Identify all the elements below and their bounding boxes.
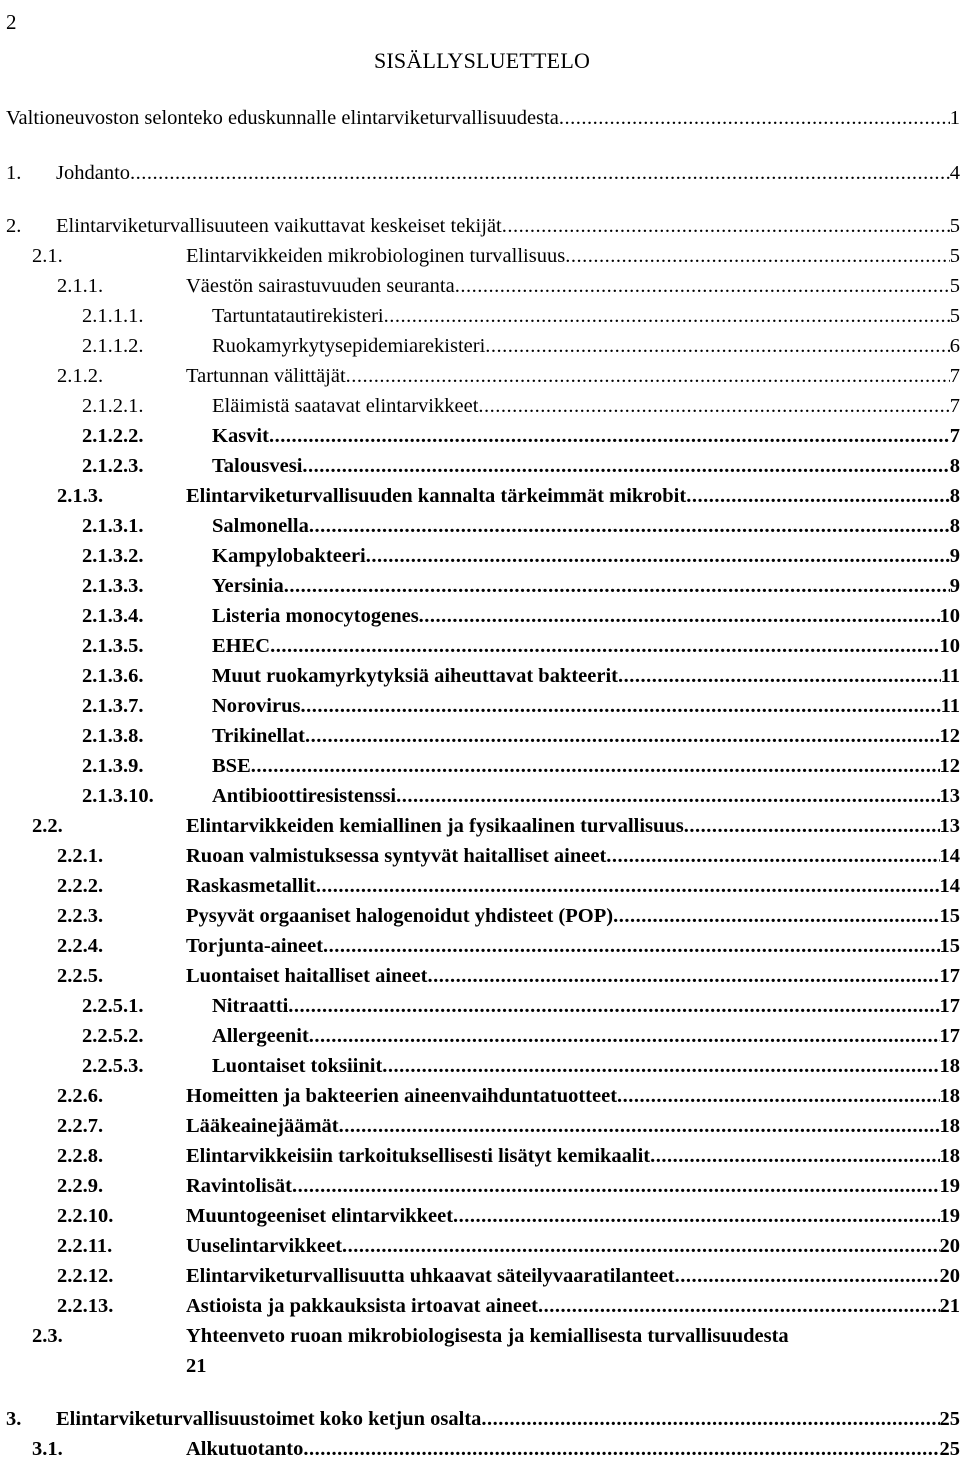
toc-dot-leader [538,1294,940,1318]
toc-entry-page: 12 [940,724,960,748]
toc-entry-title: EHEC [212,634,270,658]
toc-entry-number: 2.2.5.3. [82,1054,212,1078]
toc-entry-title: Elintarviketurvallisuuteen vaikuttavat keskeiset tekijät [56,214,502,238]
toc-entry [82,724,960,748]
toc-entry-title: Talousvesi [212,454,302,478]
toc-entry-number: 2.2.9. [57,1174,186,1198]
toc-dot-leader [300,694,940,718]
toc-entry [6,161,960,185]
toc-dot-leader [251,754,940,778]
toc-entry [32,1324,960,1348]
toc-entry-title: Kampylobakteeri [212,544,366,568]
toc-dot-leader [396,784,939,808]
toc-dot-leader [565,244,950,268]
toc-entry-number: 2.3. [32,1324,186,1348]
toc-entry-number: 2.2.2. [57,874,186,898]
toc-dot-leader [427,964,939,988]
toc-dot-leader [284,574,950,598]
toc-entry-number: 2.1.3.10. [82,784,212,808]
toc-entry-title: Elintarviketurvallisuuden kannalta tärkeimmät mikrobit [186,484,686,508]
toc-entry-title: Ruoan valmistuksessa syntyvät haitalliset aineet [186,844,606,868]
toc-entry-title: Antibioottiresistenssi [212,784,396,808]
toc-entry-number: 2.2.5.2. [82,1024,212,1048]
toc-entry-number: 2.1.2.3. [82,454,212,478]
toc-entry-page: 19 [940,1204,960,1228]
toc-entry [82,514,960,538]
toc-entry-page: 8 [950,484,960,508]
toc-entry-number: 2.2.10. [57,1204,186,1228]
toc-entry-number: 2.1.1.1. [82,304,212,328]
toc-entry-page: 14 [940,844,960,868]
toc-entry-number: 2.1.3.2. [82,544,212,568]
toc-dot-leader [502,214,950,238]
toc-entry-page: 21 [186,1354,207,1378]
toc-entry-title: Pysyvät orgaaniset halogenoidut yhdisteet (POP) [186,904,613,928]
toc-entry-number: 2.1.2.2. [82,424,212,448]
toc-entry-title: Väestön sairastuvuuden seuranta [186,274,455,298]
toc-dot-leader [481,1407,939,1431]
toc-dot-leader [455,274,950,298]
toc-entry-title: BSE [212,754,251,778]
toc-entry-page: 18 [940,1114,960,1138]
toc-entry-title: Trikinellat [212,724,305,748]
toc-entry-page: 18 [940,1054,960,1078]
toc-entry-title: Luontaiset haitalliset aineet [186,964,427,988]
toc-entry [57,934,960,958]
toc-entry-title: Salmonella [212,514,309,538]
toc-entry-number: 2.1.3.7. [82,694,212,718]
toc-entry [82,694,960,718]
toc-entry-title: Alkutuotanto [186,1437,303,1461]
toc-entry-number: 2.2.7. [57,1114,186,1138]
toc-entry-title: Tartuntatautirekisteri [212,304,384,328]
toc-entry [82,634,960,658]
toc-entry [82,754,960,778]
toc-entry [82,394,960,418]
toc-entry [82,604,960,628]
toc-entry-number: 2.1. [32,244,186,268]
toc-entry-page: 8 [950,514,960,538]
toc-entry-title: Johdanto [56,161,130,185]
toc-entry-number: 2.2.11. [57,1234,186,1258]
toc-entry [57,964,960,988]
toc-entry-number: 2.2.12. [57,1264,186,1288]
toc-entry [57,274,960,298]
toc-dot-leader [419,604,940,628]
toc-entry-title: Raskasmetallit [186,874,316,898]
toc-entry-number: 3. [6,1407,56,1431]
toc-dot-leader [686,484,950,508]
toc-entry-page: 5 [950,214,960,238]
toc-entry-page: 15 [940,904,960,928]
toc-dot-leader [323,934,939,958]
toc-entry-title: Uuselintarvikkeet [186,1234,342,1258]
toc-dot-leader [384,304,950,328]
toc-entry-title: Elintarviketurvallisuutta uhkaavat säteilyvaaratilanteet [186,1264,675,1288]
toc-entry-title: Norovirus [212,694,300,718]
toc-entry-page: 20 [940,1234,960,1258]
toc-entry-number: 2.1.3.5. [82,634,212,658]
toc-dot-leader [382,1054,939,1078]
toc-entry [32,1437,960,1461]
toc-entry-title: Torjunta-aineet [186,934,323,958]
toc-entry-title: Listeria monocytogenes [212,604,419,628]
toc-entry [57,1084,960,1108]
toc-dot-leader [453,1204,939,1228]
page-number: 2 [6,10,17,34]
toc-dot-leader [292,1174,940,1198]
toc-dot-leader [485,334,949,358]
toc-entry [32,814,960,838]
toc-entry-page: 8 [950,454,960,478]
toc-entry-page: 4 [950,161,960,185]
toc-dot-leader [606,844,939,868]
toc-entry [57,1264,960,1288]
toc-entry [57,364,960,388]
toc-entry [82,304,960,328]
toc-entry-number: 2.2.5.1. [82,994,212,1018]
toc-dot-leader [316,874,940,898]
toc-entry-title: Muut ruokamyrkytyksiä aiheuttavat bakteerit [212,664,618,688]
toc-entry [82,544,960,568]
toc-entry-number: 2.1.2.1. [82,394,212,418]
toc-entry-number: 2.1.3.1. [82,514,212,538]
toc-entry-page: 6 [950,334,960,358]
toc-dot-leader [618,664,941,688]
toc-entry-number: 2.2.1. [57,844,186,868]
toc-entry-number: 2.2.13. [57,1294,186,1318]
toc-entry [57,844,960,868]
toc-dot-leader [270,634,939,658]
toc-dot-leader [478,394,949,418]
toc-entry-page: 10 [940,634,960,658]
toc-entry-page: 1 [950,106,960,130]
toc-entry-title: Muuntogeeniset elintarvikkeet [186,1204,453,1228]
toc-dot-leader [559,106,950,130]
toc-entry-number: 2.2.4. [57,934,186,958]
toc-entry-number: 2.2.3. [57,904,186,928]
toc-entry-page: 10 [940,604,960,628]
toc-entry-title: Yersinia [212,574,284,598]
toc-entry-page: 7 [950,424,960,448]
toc-dot-leader [339,1114,940,1138]
toc-entry-page: 5 [950,274,960,298]
toc-entry [6,106,960,130]
toc-entry-number: 2.1.1. [57,274,186,298]
toc-entry-number: 2.1.3. [57,484,186,508]
toc-entry-number: 2.2.6. [57,1084,186,1108]
toc-entry-page: 11 [941,664,960,688]
toc-entry-title: Yhteenveto ruoan mikrobiologisesta ja kemiallisesta turvallisuudesta [186,1324,789,1348]
toc-dot-leader [303,1437,939,1461]
toc-dot-leader [269,424,950,448]
toc-entry [6,1407,960,1431]
toc-entry-page: 17 [940,1024,960,1048]
toc-entry-page: 20 [940,1264,960,1288]
toc-entry-title: Eläimistä saatavat elintarvikkeet [212,394,478,418]
toc-entry-title: Luontaiset toksiinit [212,1054,382,1078]
toc-entry [57,484,960,508]
toc-dot-leader [309,514,950,538]
toc-entry-number: 2.1.3.3. [82,574,212,598]
toc-entry-page: 13 [940,784,960,808]
toc-entry-page: 7 [950,364,960,388]
toc-entry-title: Ravintolisät [186,1174,292,1198]
toc-dot-leader [346,364,950,388]
toc-entry-page: 25 [940,1437,960,1461]
toc-dot-leader [305,724,939,748]
toc-entry-title: Homeitten ja bakteerien aineenvaihduntatuotteet [186,1084,617,1108]
toc-entry [32,244,960,268]
toc-entry [82,1024,960,1048]
toc-entry [82,334,960,358]
toc-entry-title: Ruokamyrkytysepidemiarekisteri [212,334,485,358]
toc-dot-leader [613,904,939,928]
toc-entry-title: Astioista ja pakkauksista irtoavat aineet [186,1294,538,1318]
toc-entry-number: 2.1.1.2. [82,334,212,358]
toc-entry-page: 5 [950,304,960,328]
toc-entry [57,1114,960,1138]
toc-entry-title: Tartunnan välittäjät [186,364,346,388]
toc-entry-number: 2.2.8. [57,1144,186,1168]
toc-entry-number: 2. [6,214,56,238]
toc-dot-leader [309,1024,940,1048]
toc-entry-title: Elintarvikkeisiin tarkoituksellisesti lisätyt kemikaalit [186,1144,650,1168]
toc-entry-number: 2.1.2. [57,364,186,388]
toc-entry-title: Elintarvikkeiden kemiallinen ja fysikaalinen turvallisuus [186,814,684,838]
toc-entry-title: Allergeenit [212,1024,309,1048]
toc-entry-page: 18 [940,1084,960,1108]
toc-entry-number: 2.1.3.4. [82,604,212,628]
toc-entry-title: Kasvit [212,424,269,448]
toc-entry-title: Nitraatti [212,994,288,1018]
toc-entry [82,574,960,598]
toc-entry-number: 2.1.3.6. [82,664,212,688]
toc-entry-number: 2.1.3.8. [82,724,212,748]
toc-entry-page: 9 [950,544,960,568]
toc-entry-page: 19 [940,1174,960,1198]
toc-entry-title: Valtioneuvoston selonteko eduskunnalle elintarviketurvallisuudesta [6,106,559,130]
toc-dot-leader [130,161,950,185]
toc-entry [82,424,960,448]
toc-entry [57,1144,960,1168]
toc-dot-leader [617,1084,939,1108]
toc-entry [82,994,960,1018]
toc-entry-page: 5 [950,244,960,268]
toc-entry [57,1174,960,1198]
toc-dot-leader [684,814,940,838]
toc-entry-page: 9 [950,574,960,598]
toc-entry-page: 11 [941,694,960,718]
toc-entry-page: 17 [940,994,960,1018]
toc-entry-page: 7 [950,394,960,418]
toc-entry-page: 12 [940,754,960,778]
toc-entry-number: 1. [6,161,56,185]
toc-entry-page: 15 [940,934,960,958]
toc-entry-title: Elintarviketurvallisuustoimet koko ketjun osalta [56,1407,481,1431]
toc-entry-page: 13 [940,814,960,838]
toc-entry [57,1234,960,1258]
toc-dot-leader [288,994,939,1018]
toc-entry [57,1294,960,1318]
toc-entry-number: 3.1. [32,1437,186,1461]
toc-entry-number: 2.2.5. [57,964,186,988]
toc-dot-leader [650,1144,939,1168]
toc-entry [82,664,960,688]
toc-entry-page: 17 [940,964,960,988]
toc-entry [57,1204,960,1228]
toc-entry-page: 18 [940,1144,960,1168]
toc-entry [82,454,960,478]
toc-entry [6,214,960,238]
toc-entry [57,904,960,928]
toc-entry-page: 21 [940,1294,960,1318]
toc-entry-page: 25 [940,1407,960,1431]
toc-entry-page: 14 [940,874,960,898]
toc-title: SISÄLLYSLUETTELO [0,48,960,74]
toc-entry-number: 2.1.3.9. [82,754,212,778]
toc-entry [82,1054,960,1078]
toc-dot-leader [302,454,949,478]
toc-entry-title: Elintarvikkeiden mikrobiologinen turvallisuus [186,244,565,268]
toc-entry [57,874,960,898]
toc-entry-title: Lääkeainejäämät [186,1114,339,1138]
toc-dot-leader [366,544,950,568]
toc-dot-leader [342,1234,939,1258]
toc-dot-leader [675,1264,940,1288]
toc-entry-number: 2.2. [32,814,186,838]
toc-entry [82,784,960,808]
